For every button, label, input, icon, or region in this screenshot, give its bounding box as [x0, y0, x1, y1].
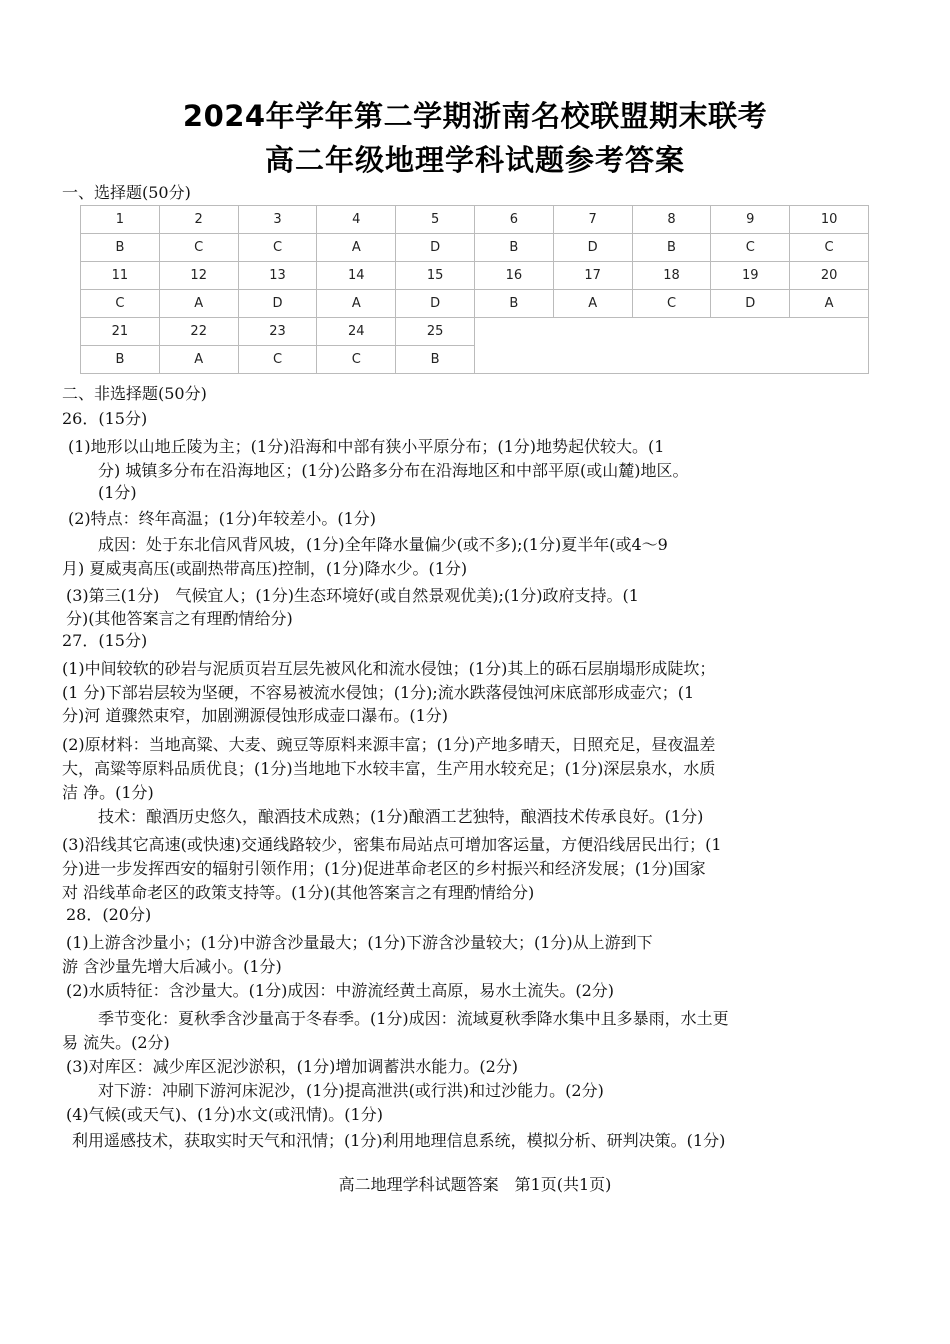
table-cell: A: [317, 234, 396, 262]
answer-line: 分)(其他答案言之有理酌情给分): [66, 609, 293, 628]
table-cell: D: [396, 290, 475, 318]
table-cell: 25: [396, 318, 475, 346]
table-cell: 10: [790, 206, 869, 234]
table-cell: C: [317, 346, 396, 374]
answer-line: 对 沿线革命老区的政策支持等。(1分)(其他答案言之有理酌情给分): [62, 883, 535, 902]
table-cell: 7: [553, 206, 632, 234]
answer-line: 分) 城镇多分布在沿海地区；(1分)公路多分布在沿海地区和中部平原(或山麓)地区。: [98, 461, 689, 480]
question-number: 28．(20分): [66, 905, 152, 924]
document-title: 2024年学年第二学期浙南名校联盟期末联考: [182, 99, 768, 133]
table-cell: 15: [396, 262, 475, 290]
table-row: [81, 318, 869, 346]
answer-line: 洁 净。(1分): [62, 783, 154, 802]
table-cell: 6: [474, 206, 553, 234]
table-row: [81, 290, 869, 318]
table-cell: 24: [317, 318, 396, 346]
answer-line: (1分): [98, 483, 137, 502]
table-cell: C: [159, 234, 238, 262]
answer-line: (2)水质特征：含沙量大。(1分)成因：中游流经黄土高原，易水土流失。(2分): [66, 981, 614, 1000]
table-cell: 23: [238, 318, 317, 346]
table-cell: C: [238, 234, 317, 262]
answer-line: 对下游：冲刷下游河床泥沙，(1分)提高泄洪(或行洪)和过沙能力。(2分): [98, 1081, 604, 1100]
table-cell: A: [159, 346, 238, 374]
table-cell: B: [474, 234, 553, 262]
table-cell: 17: [553, 262, 632, 290]
table-cell: D: [238, 290, 317, 318]
table-cell: 16: [474, 262, 553, 290]
table-row: [81, 234, 869, 262]
answer-table: [80, 205, 869, 374]
answer-line: 技术：酿酒历史悠久，酿酒技术成熟；(1分)酿酒工艺独特，酿酒技术传承良好。(1分): [98, 807, 704, 826]
answer-line: 分)进一步发挥西安的辐射引领作用；(1分)促进革命老区的乡村振兴和经济发展；(1分)国家: [62, 859, 706, 878]
table-cell: 1: [81, 206, 160, 234]
table-cell: 13: [238, 262, 317, 290]
table-cell: A: [159, 290, 238, 318]
table-cell: B: [81, 346, 160, 374]
answer-line: (3)对库区：减少库区泥沙淤积，(1分)增加调蓄洪水能力。(2分): [66, 1057, 518, 1076]
answer-line: 季节变化：夏秋季含沙量高于冬春季。(1分)成因：流域夏秋季降水集中且多暴雨，水土更: [98, 1009, 729, 1028]
answer-line: 游 含沙量先增大后减小。(1分): [62, 957, 282, 976]
table-cell: C: [711, 234, 790, 262]
answer-line: (1)中间较软的砂岩与泥质页岩互层先被风化和流水侵蚀；(1分)其上的砾石层崩塌形成陡坎；: [62, 659, 716, 678]
table-cell: 5: [396, 206, 475, 234]
question-number: 27．(15分): [62, 631, 148, 650]
question-number: 26．(15分): [62, 409, 148, 428]
answer-line: 分)河 道骤然束窄，加剧溯源侵蚀形成壶口瀑布。(1分): [62, 706, 448, 725]
table-cell: A: [790, 290, 869, 318]
answer-line: (3)第三(1分) 气候宜人；(1分)生态环境好(或自然景观优美);(1分)政府支持。(1: [66, 586, 639, 605]
table-cell: 19: [711, 262, 790, 290]
table-cell: A: [317, 290, 396, 318]
answer-line: 月) 夏威夷高压(或副热带高压)控制，(1分)降水少。(1分): [62, 559, 468, 578]
table-cell: 22: [159, 318, 238, 346]
table-cell: A: [553, 290, 632, 318]
empty-table-cell: [474, 318, 868, 374]
table-cell: C: [632, 290, 711, 318]
table-cell: 11: [81, 262, 160, 290]
table-cell: 20: [790, 262, 869, 290]
table-cell: B: [632, 234, 711, 262]
table-row: [81, 262, 869, 290]
section-heading-nonchoice: 二、非选择题(50分): [62, 384, 207, 403]
answer-line: 大，高粱等原料品质优良；(1分)当地地下水较丰富，生产用水较充足；(1分)深层泉水，水质: [62, 759, 716, 778]
answer-line: (1 分)下部岩层较为坚硬，不容易被流水侵蚀；(1分);流水跌落侵蚀河床底部形成壶穴；(1: [62, 683, 695, 702]
table-cell: 2: [159, 206, 238, 234]
table-cell: 8: [632, 206, 711, 234]
table-cell: D: [553, 234, 632, 262]
table-cell: C: [790, 234, 869, 262]
answer-line: (3)沿线其它高速(或快速)交通线路较少，密集布局站点可增加客运量，方便沿线居民出行；(1: [62, 835, 722, 854]
answer-line: (1)上游含沙量小；(1分)中游含沙量最大；(1分)下游含沙量较大；(1分)从上游到下: [66, 933, 653, 952]
table-cell: 4: [317, 206, 396, 234]
answer-line: (2)原材料：当地高粱、大麦、豌豆等原料来源丰富；(1分)产地多晴天，日照充足，昼夜温差: [62, 735, 716, 754]
table-cell: 12: [159, 262, 238, 290]
table-cell: 3: [238, 206, 317, 234]
answer-line: 利用遥感技术，获取实时天气和汛情；(1分)利用地理信息系统，模拟分析、研判决策。(1分): [72, 1131, 726, 1150]
table-cell: B: [474, 290, 553, 318]
answer-line: 成因：处于东北信风背风坡，(1分)全年降水量偏少(或不多);(1分)夏半年(或4～9: [98, 535, 668, 554]
answer-line: (1)地形以山地丘陵为主；(1分)沿海和中部有狭小平原分布；(1分)地势起伏较大。(1: [68, 437, 665, 456]
table-cell: B: [396, 346, 475, 374]
answer-line: 易 流失。(2分): [62, 1033, 170, 1052]
table-row: [81, 206, 869, 234]
table-cell: C: [81, 290, 160, 318]
table-cell: 18: [632, 262, 711, 290]
table-cell: 14: [317, 262, 396, 290]
table-cell: C: [238, 346, 317, 374]
table-cell: B: [81, 234, 160, 262]
table-cell: 9: [711, 206, 790, 234]
table-cell: D: [396, 234, 475, 262]
answer-line: (4)气候(或天气)、(1分)水文(或汛情)。(1分): [66, 1105, 383, 1124]
answer-line: (2)特点：终年高温；(1分)年较差小。(1分): [68, 509, 376, 528]
table-cell: 21: [81, 318, 160, 346]
table-cell: D: [711, 290, 790, 318]
page-footer: 高二地理学科试题答案 第1页(共1页): [338, 1175, 612, 1194]
document-subtitle: 高二年级地理学科试题参考答案: [264, 143, 685, 177]
section-heading-choice: 一、选择题(50分): [62, 183, 191, 202]
